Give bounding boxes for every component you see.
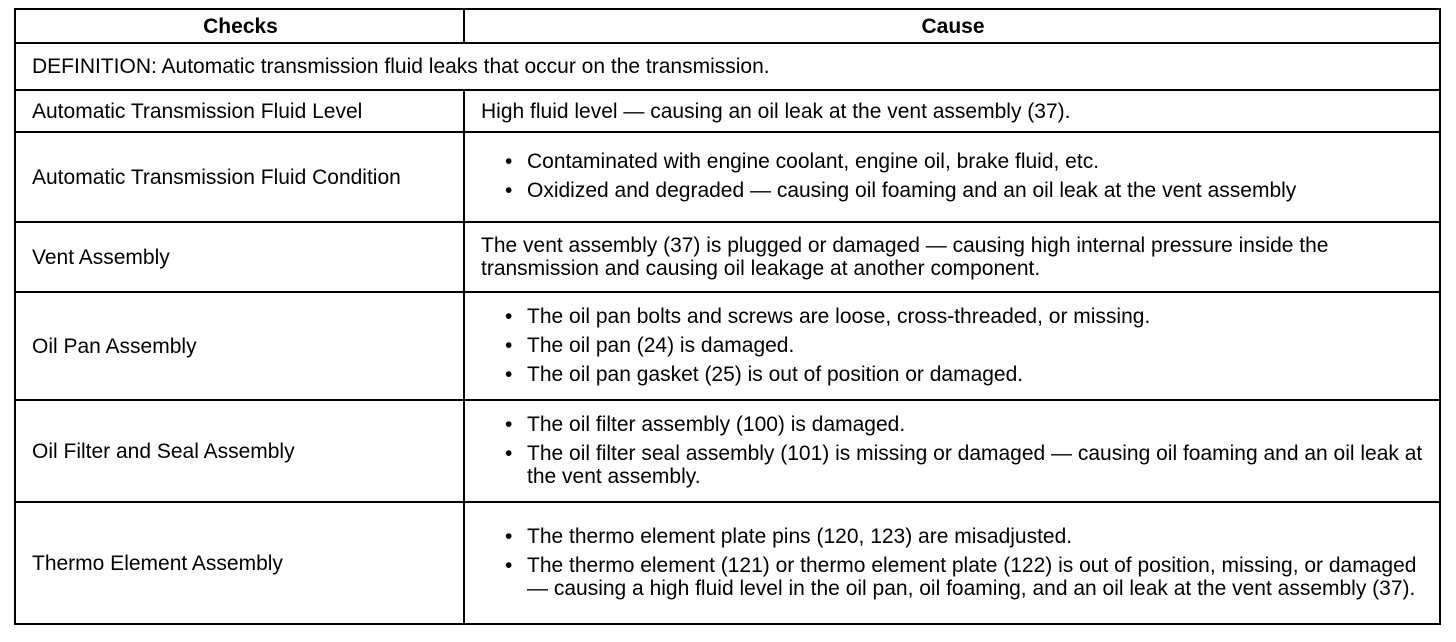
cause-cell [464, 292, 1440, 400]
cause-item: • Contaminated with engine coolant, engine oil, brake fluid, etc. [527, 150, 1425, 173]
checks-header: Checks [15, 9, 464, 43]
table-row [15, 502, 1440, 624]
cause-list [481, 525, 1425, 600]
cause-cell [464, 502, 1440, 624]
cause-item: • The thermo element plate pins (120, 123) are misadjusted. [527, 525, 1425, 548]
cause-header: Cause [464, 9, 1440, 43]
check-label: Oil Filter and Seal Assembly [15, 400, 464, 502]
definition-text: DEFINITION: Automatic transmission fluid leaks that occur on the transmission. [15, 43, 1440, 90]
table-row [15, 90, 1440, 132]
cause-text: High fluid level — causing an oil leak at the vent assembly (37). [464, 90, 1440, 132]
cause-item: • The oil pan (24) is damaged. [527, 334, 1425, 357]
cause-item: • The thermo element (121) or thermo element plate (122) is out of position, missing, or damaged — causing a high fluid level in the oil pan, oil foaming, and an oil leak at the vent assembly (37). [527, 554, 1425, 600]
cause-list [481, 150, 1425, 202]
cause-list [481, 413, 1425, 488]
cause-item: • The oil filter assembly (100) is damaged. [527, 413, 1425, 436]
table-row [15, 222, 1440, 292]
cause-cell [464, 400, 1440, 502]
diagnostic-table [14, 8, 1441, 625]
check-label: Automatic Transmission Fluid Condition [15, 132, 464, 222]
check-label: Vent Assembly [15, 222, 464, 292]
cause-item: • The oil pan bolts and screws are loose, cross-threaded, or missing. [527, 305, 1425, 328]
check-label: Thermo Element Assembly [15, 502, 464, 624]
cause-cell [464, 132, 1440, 222]
header-row [15, 9, 1440, 43]
table-row [15, 292, 1440, 400]
check-label: Automatic Transmission Fluid Level [15, 90, 464, 132]
check-label: Oil Pan Assembly [15, 292, 464, 400]
cause-item: • The oil pan gasket (25) is out of position or damaged. [527, 363, 1425, 386]
cause-text: The vent assembly (37) is plugged or damaged — causing high internal pressure inside the transmission and causing oil leakage at another component. [464, 222, 1440, 292]
table-row [15, 132, 1440, 222]
definition-row [15, 43, 1440, 90]
table-row [15, 400, 1440, 502]
cause-list [481, 305, 1425, 386]
cause-item: • The oil filter seal assembly (101) is missing or damaged — causing oil foaming and an oil leak at the vent assembly. [527, 442, 1425, 488]
cause-item: • Oxidized and degraded — causing oil foaming and an oil leak at the vent assembly [527, 179, 1425, 202]
